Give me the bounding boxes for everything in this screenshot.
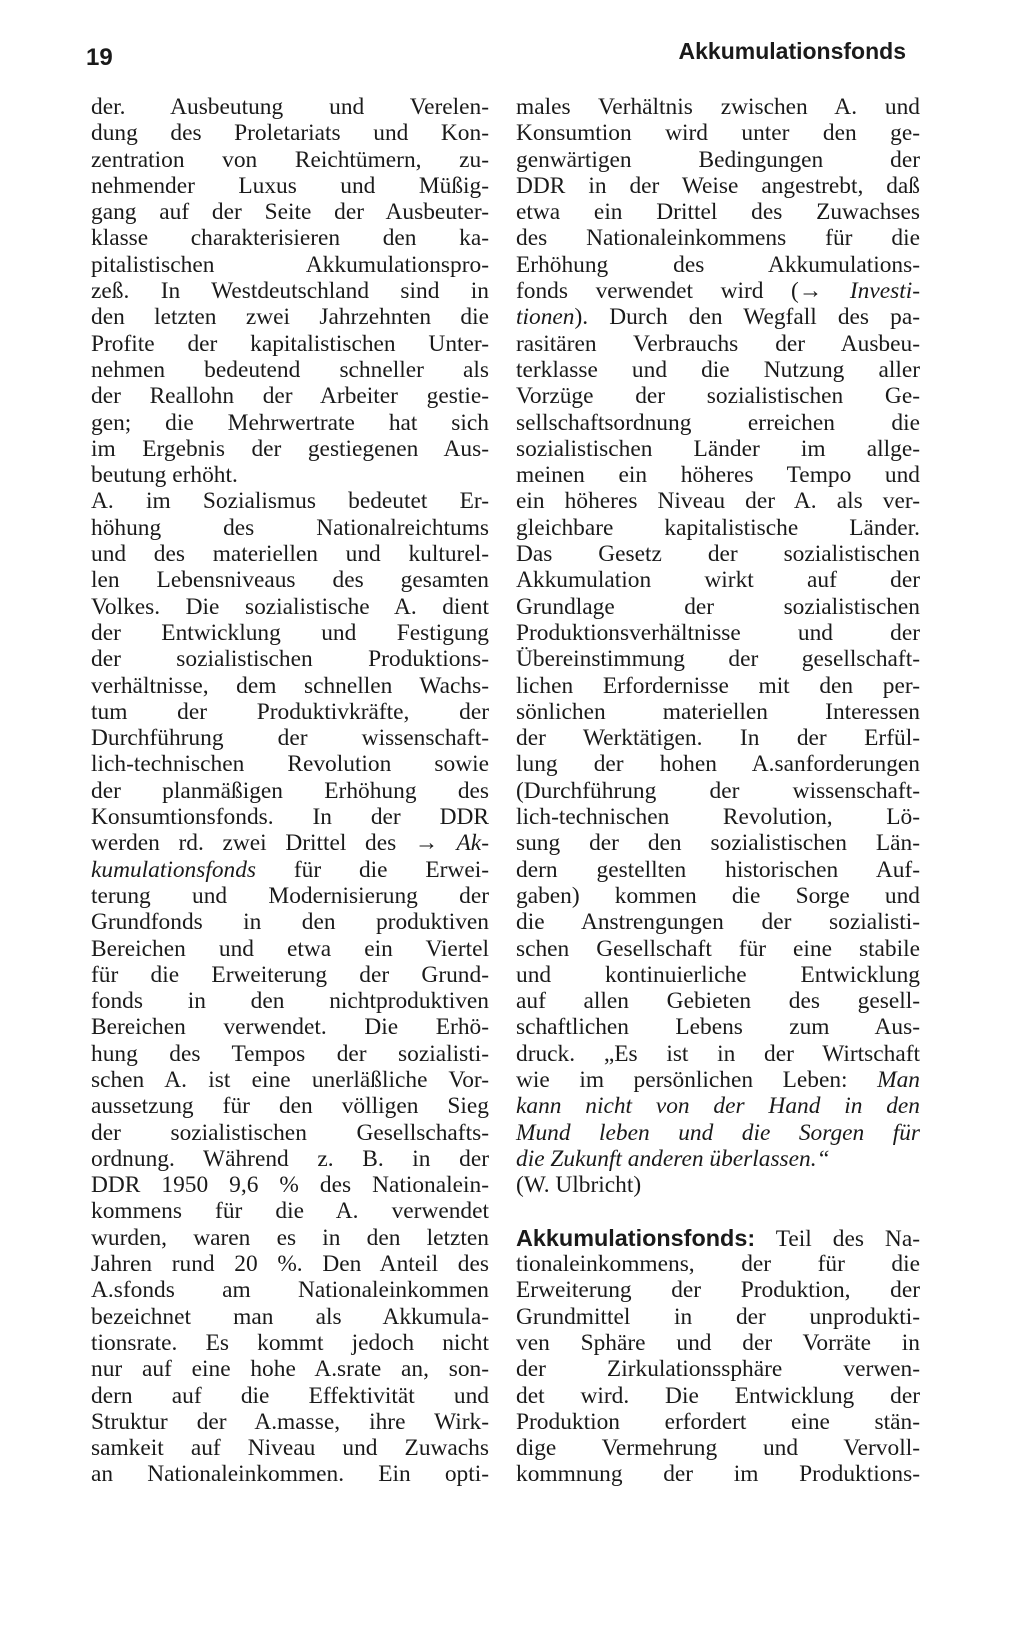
text-segment: fonds in den nichtproduktiven [91,988,489,1015]
text-line [91,1014,489,1040]
text-line [516,883,920,909]
text-line [91,1304,489,1330]
text-line [516,436,920,462]
text-segment: im Ergebnis der gestiegenen Aus- [91,435,489,462]
text-segment: rasitären Verbrauchs der Ausbeu- [516,330,920,357]
text-line [91,1251,489,1277]
text-segment: Konsumtionsfonds. In der DDR [91,804,489,831]
text-segment: lichen Erfordernisse mit den per- [516,672,920,699]
text-segment: Bereichen verwendet. Die Erhö- [91,1014,489,1041]
text-line [516,331,920,357]
text-line [516,936,920,962]
text-line [516,1330,920,1356]
text-line [91,936,489,962]
text-line [516,120,920,146]
text-line [516,357,920,383]
italic-text: kumulationsfonds [91,856,257,883]
text-line [91,1409,489,1435]
text-line [516,1383,920,1409]
text-line [91,515,489,541]
text-line [91,620,489,646]
text-line [91,909,489,935]
text-segment: ordnung. Während z. B. in der [91,1145,489,1172]
text-line [91,1198,489,1224]
text-segment: den letzten zwei Jahrzehnten die [91,304,489,331]
text-segment: der Werktätigen. In der Erfül- [516,725,920,752]
text-segment: der Zirkulationssphäre verwen- [516,1356,920,1383]
text-line [91,1067,489,1093]
text-line [91,278,489,304]
text-segment: schen A. ist eine unerläßliche Vor- [91,1066,489,1093]
text-segment: für die Erweiterung der Grund- [91,961,489,988]
text-segment: fonds verwendet wird ( [516,278,799,305]
text-line [91,1356,489,1382]
text-line [516,488,920,514]
text-line [516,725,920,751]
text-line [91,567,489,593]
text-segment: etwa ein Drittel des Zuwachses [516,199,920,226]
text-segment: A. im Sozialismus bedeutet Er- [91,488,489,515]
text-line [516,1093,920,1119]
text-line [91,883,489,909]
text-line [91,857,489,883]
text-segment: und kontinuierliche Entwicklung [516,961,920,988]
text-segment: kommnung der im Produktions- [516,1461,920,1488]
text-line [91,199,489,225]
text-segment: Grundfonds in den produktiven [91,909,489,936]
text-line [516,173,920,199]
text-segment: Erweiterung der Produktion, der [516,1277,920,1304]
italic-text: → Investi- [798,278,920,305]
text-line [91,1383,489,1409]
text-line [91,120,489,146]
text-line [516,778,920,804]
text-line [516,383,920,409]
text-segment: ven Sphäre und der Vorräte in [516,1329,920,1356]
text-segment: pitalistischen Akkumulationspro- [91,251,489,278]
text-segment: Bereichen und etwa ein Viertel [91,935,489,962]
text-line [91,1225,489,1251]
text-segment: sozialistischen Länder im allge- [516,435,920,462]
text-line [91,830,489,856]
text-segment: wurden, waren es in den letzten [91,1224,489,1251]
text-segment: nehmender Luxus und Müßig- [91,172,489,199]
text-segment: der. Ausbeutung und Verelen- [91,94,489,120]
text-segment: Erhöhung des Akkumulations- [516,251,920,278]
text-line [91,252,489,278]
text-line [91,383,489,409]
text-line [516,1461,920,1487]
text-line [516,1120,920,1146]
text-line [516,699,920,725]
text-line [516,909,920,935]
text-line [516,646,920,672]
text-segment: DDR 1950 9,6 % des Nationalein- [91,1172,489,1199]
text-line [91,410,489,436]
text-line [91,1330,489,1356]
text-segment: Struktur der A.masse, ihre Wirk- [91,1408,489,1435]
text-segment: die Anstrengungen der sozialisti- [516,909,920,936]
text-segment: wie im persönlichen Leben: [516,1066,878,1093]
text-line [91,225,489,251]
text-line [91,1277,489,1303]
text-line [91,1093,489,1119]
text-segment: höhung des Nationalreichtums [91,514,489,541]
text-segment: (Durchführung der wissenschaft- [516,777,920,804]
text-segment: nur auf eine hohe A.srate an, son- [91,1356,489,1383]
text-line [91,488,489,514]
text-segment: (W. Ulbricht) [516,1172,642,1199]
text-segment: samkeit auf Niveau und Zuwachs [91,1435,489,1462]
text-line [91,94,489,120]
text-segment: der Reallohn der Arbeiter gestie- [91,383,489,410]
text-line [516,252,920,278]
text-segment: Volkes. Die sozialistische A. dient [91,593,489,620]
text-line [516,857,920,883]
text-segment: und des materiellen und kulturel- [91,541,489,568]
text-segment: werden rd. zwei Drittel des [91,830,415,857]
text-segment: klasse charakterisieren den ka- [91,225,489,252]
text-segment: Grundlage der sozialistischen [516,593,920,620]
italic-text: Mund leben und die Sorgen für [516,1119,920,1146]
text-segment: dung des Proletariats und Kon- [91,120,489,147]
text-segment: Produktionsverhältnisse und der [516,619,920,646]
italic-text: → Ak- [414,830,489,857]
text-segment: druck. „Es ist in der Wirtschaft [516,1040,920,1067]
text-line [516,1277,920,1303]
italic-text: tionen [516,304,575,331]
text-segment: dern auf die Effektivität und [91,1382,489,1409]
text-segment: kommens für die A. verwendet [91,1198,489,1225]
italic-text: kann nicht von der Hand in den [516,1093,920,1120]
text-segment: nehmen bedeutend schneller als [91,356,489,383]
text-line [516,1172,920,1198]
text-line [91,1172,489,1198]
text-line [91,147,489,173]
text-segment: gleichbare kapitalistische Länder. [516,514,920,541]
text-line [91,1041,489,1067]
text-segment: tionsrate. Es kommt jedoch nicht [91,1329,489,1356]
text-segment: verhältnisse, dem schnellen Wachs- [91,672,489,699]
text-segment: Vorzüge der sozialistischen Ge- [516,383,920,410]
text-line [91,699,489,725]
text-line [516,541,920,567]
text-segment: sönlichen materiellen Interessen [516,698,920,725]
text-line [516,278,920,304]
text-line [91,804,489,830]
text-line [91,1120,489,1146]
text-line [516,1409,920,1435]
text-line [516,1041,920,1067]
text-line [516,1356,920,1382]
text-segment: genwärtigen Bedingungen der [516,146,920,173]
text-segment: Übereinstimmung der gesellschaft- [516,646,920,673]
text-segment: Akkumulation wirkt auf der [516,567,920,594]
text-segment: len Lebensniveaus des gesamten [91,567,489,594]
text-segment: ). Durch den Wegfall des pa- [574,304,920,331]
text-segment: sung der den sozialistischen Län- [516,830,920,857]
text-segment: lich-technischen Revolution sowie [91,751,489,778]
text-segment: Grundmittel in der unprodukti- [516,1303,920,1330]
text-line [91,673,489,699]
text-segment: tionaleinkommens, der für die [516,1251,920,1278]
text-segment: bezeichnet man als Akkumula- [91,1303,489,1330]
text-segment: Durchführung der wissenschaft- [91,725,489,752]
text-segment: terklasse und die Nutzung aller [516,356,920,383]
text-line [91,725,489,751]
text-segment: beutung erhöht. [91,462,238,489]
text-line [91,331,489,357]
text-line [516,620,920,646]
text-line [516,830,920,856]
text-segment: an Nationaleinkommen. Ein opti- [91,1461,489,1488]
text-segment: der planmäßigen Erhöhung des [91,777,489,804]
paragraph-gap [516,1198,920,1224]
text-segment: ein höheres Niveau der A. als ver- [516,488,920,515]
text-line [516,410,920,436]
text-line [516,1225,920,1251]
text-segment: A.sfonds am Nationaleinkommen [91,1277,489,1304]
text-line [516,673,920,699]
text-line [516,1146,920,1172]
text-line [516,594,920,620]
text-line [91,462,489,488]
text-segment: schaftlichen Lebens zum Aus- [516,1014,920,1041]
text-line [91,778,489,804]
text-line [516,1251,920,1277]
text-line [91,357,489,383]
text-line [516,751,920,777]
italic-text: Man [877,1066,920,1093]
text-line [91,541,489,567]
text-line [516,147,920,173]
text-line [516,804,920,830]
text-line [91,173,489,199]
text-line [516,515,920,541]
text-line [91,304,489,330]
text-segment: det wird. Die Entwicklung der [516,1382,920,1409]
text-segment: males Verhältnis zwischen A. und [516,94,920,120]
right-text-column [516,94,920,1488]
text-line [516,462,920,488]
italic-text: die Zukunft anderen überlassen.“ [516,1145,830,1172]
text-segment: tum der Produktivkräfte, der [91,698,489,725]
text-segment: Produktion erfordert eine stän- [516,1408,920,1435]
text-segment: Teil des Na- [755,1225,920,1252]
text-segment: hung des Tempos der sozialisti- [91,1040,489,1067]
text-segment: für die Erwei- [256,856,489,883]
text-segment: gang auf der Seite der Ausbeuter- [91,199,489,226]
text-line [516,988,920,1014]
text-line [516,1014,920,1040]
text-segment: des Nationaleinkommens für die [516,225,920,252]
text-segment: der sozialistischen Produktions- [91,646,489,673]
text-segment: zeß. In Westdeutschland sind in [91,278,489,305]
text-line [91,1461,489,1487]
text-segment: auf allen Gebieten des gesell- [516,988,920,1015]
text-segment: terung und Modernisierung der [91,882,489,909]
text-line [516,94,920,120]
text-segment: aussetzung für den völligen Sieg [91,1093,489,1120]
text-segment: gaben) kommen die Sorge und [516,882,920,909]
text-line [91,594,489,620]
text-line [91,751,489,777]
left-text-column [91,94,489,1488]
text-segment: sellschaftsordnung erreichen die [516,409,920,436]
text-line [516,567,920,593]
text-line [91,962,489,988]
text-line [516,1304,920,1330]
text-line [516,304,920,330]
text-segment: Das Gesetz der sozialistischen [516,541,920,568]
text-line [91,436,489,462]
page-number: 19 [86,44,113,71]
text-segment: der Entwicklung und Festigung [91,619,489,646]
text-line [516,1067,920,1093]
running-head: Akkumulationsfonds [678,38,906,64]
text-line [516,225,920,251]
text-segment: dern gestellten historischen Auf- [516,856,920,883]
text-segment: der sozialistischen Gesellschafts- [91,1119,489,1146]
text-segment: Profite der kapitalistischen Unter- [91,330,489,357]
text-segment: meinen ein höheres Tempo und [516,462,920,489]
text-line [516,962,920,988]
text-segment: gen; die Mehrwertrate hat sich [91,409,489,436]
text-segment: lich-technischen Revolution, Lö- [516,804,920,831]
text-line [91,1435,489,1461]
text-line [91,988,489,1014]
entry-headword: Akkumulationsfonds: [516,1224,756,1251]
text-line [516,1435,920,1461]
text-line [516,199,920,225]
text-segment: lung der hohen A.sanforderungen [516,751,920,778]
text-segment: zentration von Reichtümern, zu- [91,146,489,173]
text-segment: Konsumtion wird unter den ge- [516,120,920,147]
text-segment: dige Vermehrung und Vervoll- [516,1435,920,1462]
text-line [91,646,489,672]
text-segment: Jahren rund 20 %. Den Anteil des [91,1251,489,1278]
text-segment: schen Gesellschaft für eine stabile [516,935,920,962]
text-line [91,1146,489,1172]
text-segment: DDR in der Weise angestrebt, daß [516,172,920,199]
